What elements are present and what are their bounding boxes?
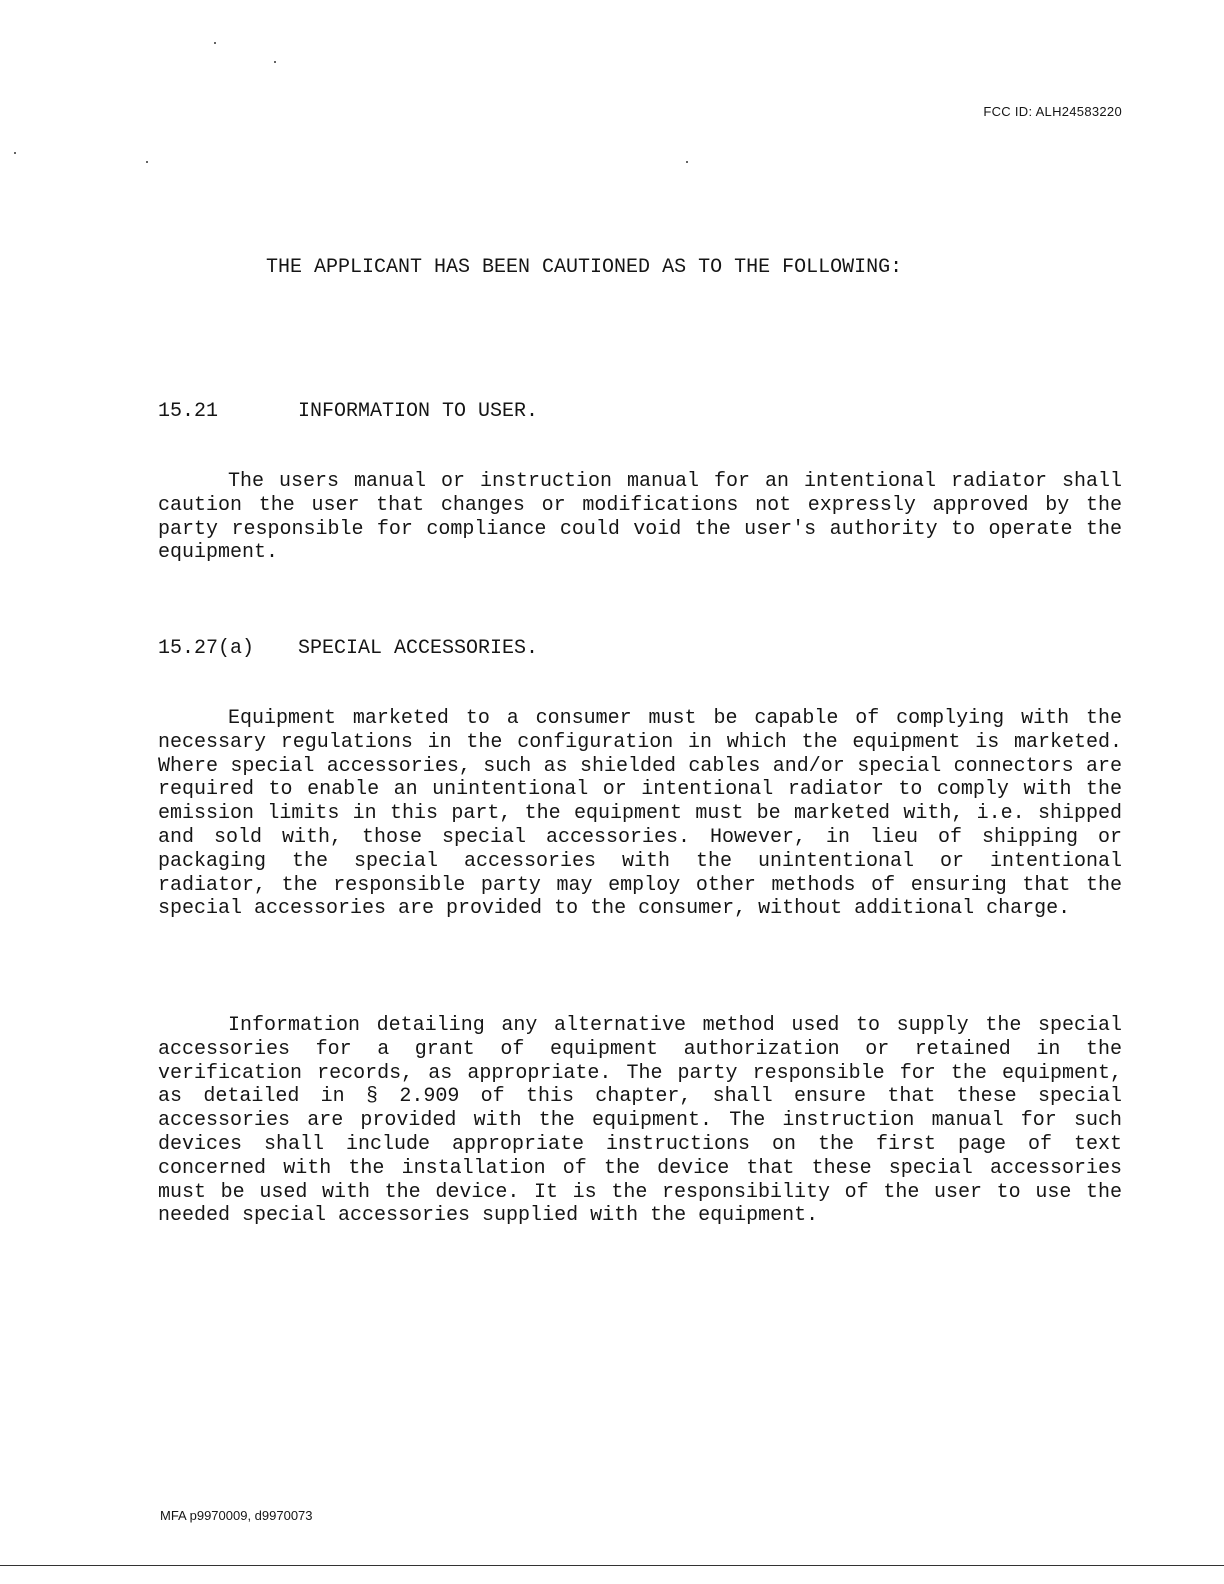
- section-heading-15-27a: [158, 637, 538, 660]
- paragraph-information-to-user: The users manual or instruction manual for an intentional radiator shall caution the user that changes or modifications not expressly approved by the party responsible for compliance could void the user's authority to operate the equipment.: [158, 470, 1122, 565]
- section-heading-15-21: [158, 400, 538, 423]
- scan-speck: [14, 152, 16, 154]
- scan-speck: [146, 161, 148, 163]
- paragraph-special-accessories-marketing: Equipment marketed to a consumer must be capable of complying with the necessary regulations in the configuration in which the equipment is marketed. Where special accessories, such as shielded cables and/or special connectors are required to enable an unintentional or intentional radiator to comply with the emission limits in this part, the equipment must be marketed with, i.e. shipped and sold with, those special accessories. However, in lieu of shipping or packaging the special accessories with the unintentional or intentional radiator, the responsible party may employ other methods of ensuring that the special accessories are provided to the consumer, without additional charge.: [158, 707, 1122, 921]
- section-title: INFORMATION TO USER.: [298, 400, 539, 423]
- document-title: THE APPLICANT HAS BEEN CAUTIONED AS TO THE FOLLOWING:: [266, 256, 903, 279]
- scan-speck: [274, 61, 276, 63]
- footer-reference: MFA p9970009, d9970073: [160, 1508, 313, 1523]
- fcc-id-label: FCC ID: ALH24583220: [983, 104, 1122, 119]
- bottom-rule: [0, 1565, 1224, 1566]
- paragraph-special-accessories-alternative: Information detailing any alternative method used to supply the special accessories for a grant of equipment authorization or retained in the verification records, as appropriate. The party responsible for the equipment, as detailed in § 2.909 of this chapter, shall ensure that these special accessories are provided with the equipment. The instruction manual for such devices shall include appropriate instructions on the first page of text concerned with the installation of the device that these special accessories must be used with the device. It is the responsibility of the user to use the needed special accessories supplied with the equipment.: [158, 1014, 1122, 1228]
- scan-speck: [214, 42, 216, 44]
- section-number: 15.21: [158, 400, 219, 423]
- section-title: SPECIAL ACCESSORIES.: [298, 637, 539, 660]
- section-number: 15.27(a): [158, 637, 255, 660]
- scan-speck: [686, 161, 688, 163]
